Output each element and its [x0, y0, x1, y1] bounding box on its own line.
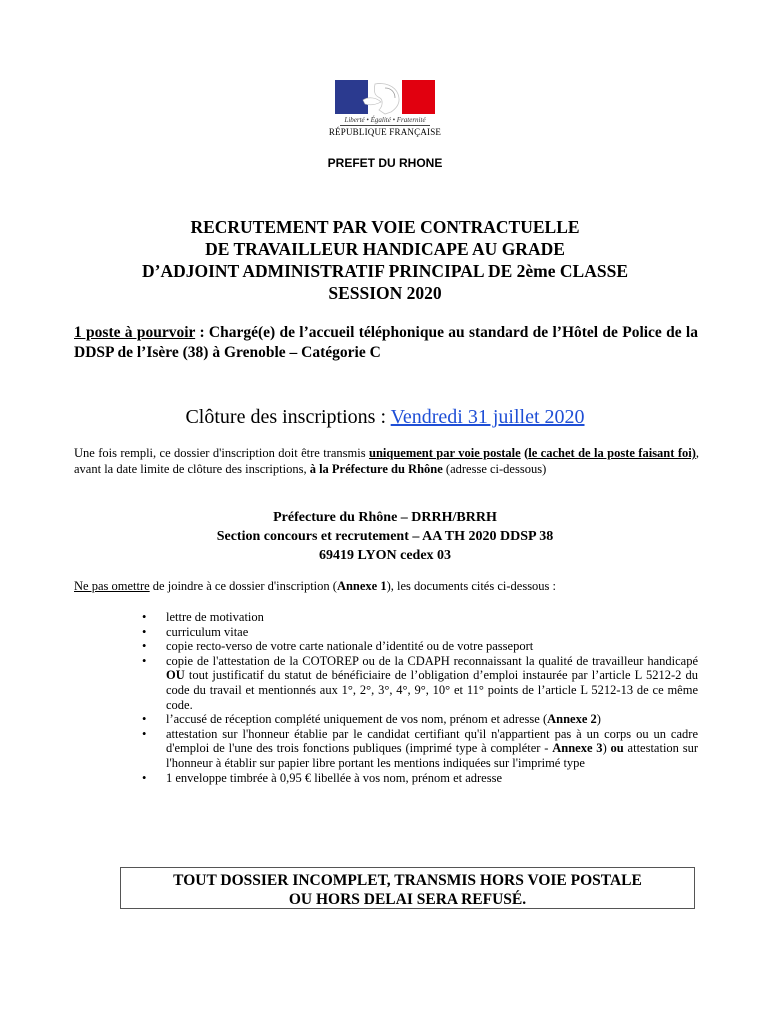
postal-address [0, 508, 770, 565]
list-item [140, 712, 698, 727]
list-item-emphasis: ou [610, 741, 624, 756]
joindre-emphasis: Ne pas omettre [74, 579, 150, 593]
list-item-text: 1 enveloppe timbrée à 0,95 € libellée à vos nom, prénom et adresse [166, 770, 503, 785]
title-line-3: D’ADJOINT ADMINISTRATIF PRINCIPAL DE 2ème CLASSE [142, 261, 628, 281]
intro-text-3: (adresse ci-dessous) [442, 461, 547, 476]
list-item-text: ) [596, 712, 601, 727]
intro-cachet-emphasis: le cachet de la poste faisant foi) [528, 446, 696, 460]
intro-text-2: , avant la date limite de clôture des inscriptions, [74, 446, 699, 476]
document-title [40, 216, 730, 304]
list-item [140, 610, 698, 625]
intro-prefecture-emphasis: à la Préfecture du Rhône [309, 461, 443, 476]
list-item-text: copie recto-verso de votre carte nationale d’identité ou de votre passeport [166, 639, 534, 654]
list-item-text: attestation sur l'honneur établie par le candidat certifiant qu'il n'appartient pas à un corps ou un cadre d'emploi de l'une des trois fonctions publiques (imprimé type à compléter - [166, 726, 698, 756]
list-item-text: copie de l'attestation de la COTOREP ou de la CDAPH reconnaissant la qualité de travailleur handicapé [166, 653, 698, 668]
poste-description [74, 323, 698, 363]
joindre-annexe: Annexe 1 [336, 579, 387, 593]
title-line-1: RECRUTEMENT PAR VOIE CONTRACTUELLE [190, 217, 580, 237]
warning-box [120, 867, 695, 909]
warning-line-1: TOUT DOSSIER INCOMPLET, TRANSMIS HORS VOIE POSTALE [173, 872, 642, 889]
list-item [140, 625, 698, 640]
list-item-text: attestation sur l'honneur à établir sur papier libre portant les mentions indiquées sur l'imprimé type [166, 741, 699, 770]
list-item [140, 639, 698, 654]
intro-text: Une fois rempli, ce dossier d'inscription doit être transmis [74, 446, 369, 460]
intro-paragraph [74, 446, 699, 477]
intro-paren: ( [520, 446, 529, 460]
list-item-text: tout justificatif du statut de bénéficiaire de l’obligation d’emploi instaurée par l’article L 5212-2 du code du travail et mentionnés aux 1°, 2°, 3°, 4°, 9°, 10° et 11° points de l’article L 5212-13 de ce même code. [166, 668, 698, 712]
documents-list [140, 610, 698, 785]
joindre-text-2: ), les documents cités ci-dessous : [386, 579, 557, 593]
poste-text: : Chargé(e) de l’accueil téléphonique au standard de l’Hôtel de Police de la DDSP de l’Isère (38) à Grenoble – Catégorie C [74, 324, 698, 361]
list-item-text: l’accusé de réception complété uniquement de vos nom, prénom et adresse ( [166, 712, 548, 727]
motto: Liberté • Égalité • Fraternité [344, 116, 426, 124]
list-item-text: curriculum vitae [166, 624, 249, 639]
cloture-label: Clôture des inscriptions : [185, 406, 391, 428]
title-line-4: SESSION 2020 [328, 283, 442, 303]
address-line-1: Préfecture du Rhône – DRRH/BRRH [273, 510, 497, 525]
joindre-text: de joindre à ce dossier d'inscription ( [149, 579, 337, 593]
list-item-emphasis: Annexe 3 [552, 741, 603, 756]
list-item-text: lettre de motivation [166, 610, 264, 624]
list-item-text: ) [602, 741, 611, 756]
list-item-emphasis: Annexe 2 [547, 712, 597, 727]
list-item [140, 771, 698, 786]
address-line-3: 69419 LYON cedex 03 [318, 548, 452, 563]
motto-divider [340, 125, 430, 126]
list-item [140, 654, 698, 712]
joindre-paragraph [74, 579, 699, 594]
cloture-date-link[interactable]: Vendredi 31 juillet 2020 [390, 406, 585, 428]
warning-line-2: OU HORS DELAI SERA REFUSÉ. [288, 891, 527, 908]
list-item [140, 727, 698, 771]
list-item-emphasis: OU [166, 668, 185, 683]
poste-label: 1 poste à pourvoir [74, 324, 196, 341]
title-line-2: DE TRAVAILLEUR HANDICAPE AU GRADE [205, 239, 565, 259]
prefet-heading: PREFET DU RHONE [327, 156, 443, 170]
republique-francaise: RÉPUBLIQUE FRANÇAISE [328, 127, 442, 137]
cloture-heading [0, 406, 770, 429]
address-line-2: Section concours et recrutement – AA TH 2020 DDSP 38 [216, 529, 554, 544]
intro-postal-emphasis: uniquement par voie postale [369, 446, 521, 460]
